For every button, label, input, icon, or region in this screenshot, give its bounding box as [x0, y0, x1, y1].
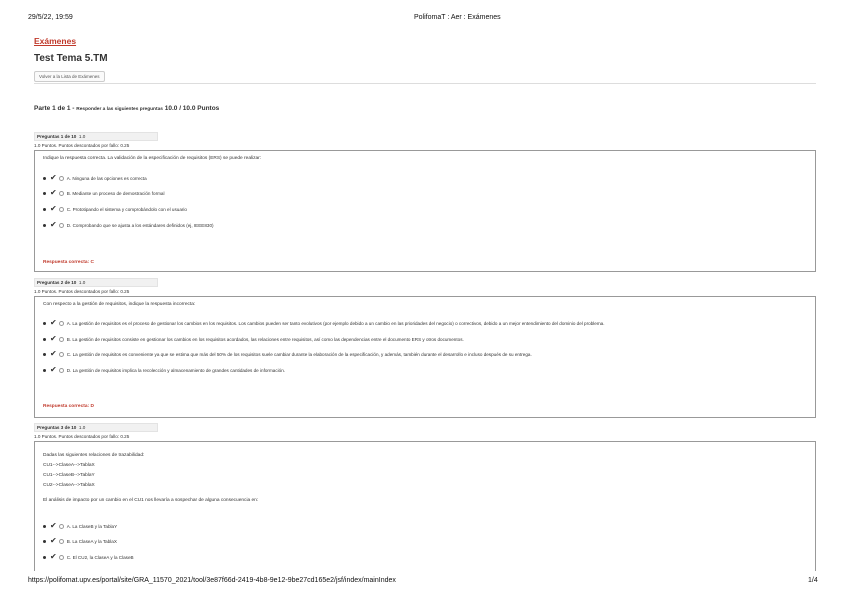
- bullet-icon: [43, 556, 46, 559]
- radio-button[interactable]: [59, 352, 64, 357]
- checkmark-icon: ✔: [50, 173, 57, 182]
- checkmark-icon: ✔: [50, 536, 57, 545]
- question-header: [34, 423, 158, 439]
- answer-option[interactable]: ✔ D. La gestión de requisitos implica la recolección y almacenamiento de grandes cantidades de información.: [43, 367, 285, 373]
- question-points: 1.0 Puntos. Puntos descontados por fallo: 0.25: [34, 434, 130, 439]
- back-to-list-button[interactable]: Volver a la Lista de Exámenes: [34, 71, 105, 82]
- question-statement: El análisis de impacto por un cambio en el CU1 nos llevaría a sospechar de alguna consecuencia en:: [43, 498, 259, 503]
- breadcrumb-examenes[interactable]: Exámenes: [34, 36, 77, 46]
- checkmark-icon: ✔: [50, 220, 57, 229]
- correct-answer: Respuesta correcta: D: [43, 404, 94, 409]
- answer-option[interactable]: ✔ B. Mediante un proceso de demostración formal: [43, 190, 165, 196]
- answer-option[interactable]: ✔ A. Ninguna de las opciones es correcta: [43, 175, 147, 181]
- answer-option[interactable]: ✔ B. La ClaseA y la TablaX: [43, 538, 117, 544]
- question-box: [34, 296, 816, 418]
- question-box: [34, 150, 816, 272]
- question-header-label: Preguntas 1 de 10 1.0: [34, 132, 158, 141]
- bullet-icon: [43, 322, 46, 325]
- question-points: 1.0 Puntos. Puntos descontados por fallo: 0.25: [34, 143, 130, 148]
- radio-button[interactable]: [59, 337, 64, 342]
- radio-button[interactable]: [59, 539, 64, 544]
- question-statement: CU1-->ClaseB-->TablaY: [43, 473, 95, 478]
- bullet-icon: [43, 338, 46, 341]
- answer-option[interactable]: ✔ A. La ClaseB y la TablaY: [43, 523, 117, 529]
- divider: [34, 83, 816, 84]
- bullet-icon: [43, 177, 46, 180]
- print-title: PolifomaT : Aer : Exámenes: [414, 14, 501, 21]
- parte-heading: [34, 105, 219, 112]
- answer-option[interactable]: ✔ B. La gestión de requisitos consiste en gestionar los cambios en los requisitos acordados, las relaciones entre requisitos, así como las dependencias entre el documento ERS y otros documentos.: [43, 336, 464, 342]
- question-header: [34, 278, 158, 294]
- answer-option[interactable]: ✔ C. Prototipando el sistema y comprobándolo con el usuario: [43, 206, 187, 212]
- answer-option[interactable]: ✔ D. Comprobando que se ajusta a los estándares definidos (ej, IEEE830): [43, 222, 214, 228]
- checkmark-icon: ✔: [50, 334, 57, 343]
- question-statement: Dadas las siguientes relaciones de trazabilidad:: [43, 453, 145, 458]
- question-statement: CU1-->ClaseA-->TablaX: [43, 463, 95, 468]
- bullet-icon: [43, 525, 46, 528]
- radio-button[interactable]: [59, 191, 64, 196]
- answer-option[interactable]: ✔ C. La gestión de requisitos es conveniente ya que se estima que más del 50% de los requisitos suele cambiar durante la elaboración de la especificación, y además, también durante el desarrollo e incluso después de su entrega.: [43, 351, 532, 357]
- bullet-icon: [43, 192, 46, 195]
- radio-button[interactable]: [59, 524, 64, 529]
- question-statement: Con respecto a la gestión de requisitos, indique la respuesta incorrecta:: [43, 302, 196, 307]
- parte-label: Parte 1 de 1 -: [34, 105, 75, 112]
- radio-button[interactable]: [59, 368, 64, 373]
- checkmark-icon: ✔: [50, 521, 57, 530]
- question-box: [34, 441, 816, 571]
- footer-url: https://polifomat.upv.es/portal/site/GRA_11570_2021/tool/3e87f66d-2419-4b8-9e12-9be27cd165e2/jsf/index/mainIndex: [28, 577, 396, 584]
- question-header-label: Preguntas 3 de 10 1.0: [34, 423, 158, 432]
- radio-button[interactable]: [59, 176, 64, 181]
- parte-score: 10.0 / 10.0 Puntos: [164, 105, 220, 112]
- checkmark-icon: ✔: [50, 204, 57, 213]
- question-statement: CU2-->ClaseA-->TablaX: [43, 483, 95, 488]
- question-header: [34, 132, 158, 148]
- radio-button[interactable]: [59, 223, 64, 228]
- print-datetime: 29/5/22, 19:59: [28, 14, 73, 21]
- question-statement: Indique la respuesta correcta. La validación de la especificación de requisitos (ERS) se puede realizar:: [43, 156, 262, 161]
- question-header-label: Preguntas 2 de 10 1.0: [34, 278, 158, 287]
- checkmark-icon: ✔: [50, 365, 57, 374]
- question-points: 1.0 Puntos. Puntos descontados por fallo: 0.25: [34, 289, 130, 294]
- checkmark-icon: ✔: [50, 349, 57, 358]
- bullet-icon: [43, 208, 46, 211]
- footer-page-number: 1/4: [808, 577, 818, 584]
- bullet-icon: [43, 540, 46, 543]
- answer-option[interactable]: ✔ C. El CU2, la ClaseA y la ClaseB: [43, 554, 134, 560]
- radio-button[interactable]: [59, 555, 64, 560]
- page-title: Test Tema 5.TM: [34, 53, 108, 64]
- checkmark-icon: ✔: [50, 318, 57, 327]
- bullet-icon: [43, 369, 46, 372]
- correct-answer: Respuesta correcta: C: [43, 260, 94, 265]
- parte-subtitle: Responder a las siguientes preguntas: [76, 107, 163, 112]
- bullet-icon: [43, 224, 46, 227]
- answer-option[interactable]: ✔ A. La gestión de requisitos es el proceso de gestionar los cambios en los requisitos. Los cambios pueden ser tanto evolutivos (por ejemplo debido a un cambio en las prioridades del negocio) o correctivos, debido a un mejor entendimiento del dominio del problema.: [43, 320, 604, 326]
- bullet-icon: [43, 353, 46, 356]
- checkmark-icon: ✔: [50, 188, 57, 197]
- checkmark-icon: ✔: [50, 552, 57, 561]
- radio-button[interactable]: [59, 207, 64, 212]
- radio-button[interactable]: [59, 321, 64, 326]
